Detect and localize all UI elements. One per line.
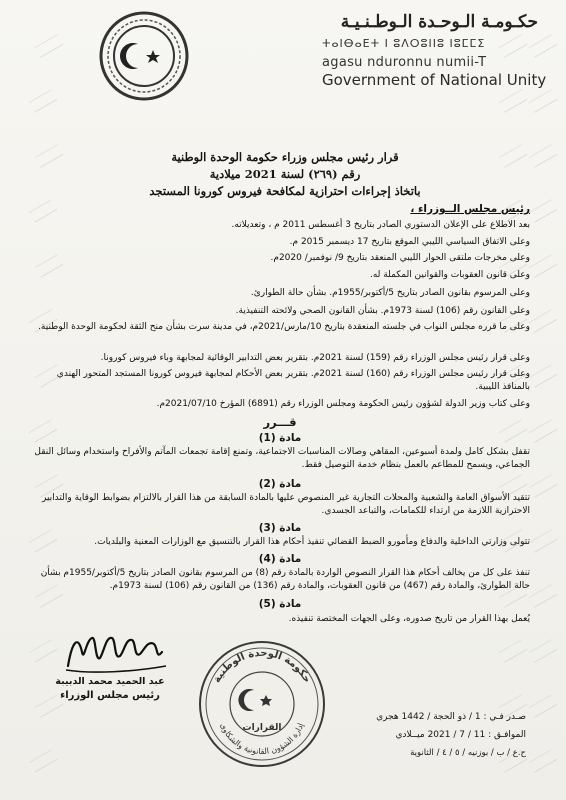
preamble-item: وعلى قرار رئيس مجلس الوزراء رقم (159) لسنة 2021م. بتقرير بعض التدابير الوقائية لمجابهة وباء فيروس كورونا. [100,353,530,363]
watermark-mark [529,419,558,442]
header-tifinagh-name: ⵜⴰⵏⴱⴰⴹⵜ ⵏ ⵓⴷⵔⵓⵏⵏⵓ ⵏⵓⵎⵎⵉ [322,37,486,50]
preamble-item: وعلى مخرجات ملتقى الحوار الليبي المنعقد بتاريخ 9/ نوفمبر/ 2020م. [270,253,530,263]
watermark-mark [529,584,558,607]
decision-subject-line: باتخاذ إجراءات احترازية لمكافحة فيروس كورونا المستجد [149,184,421,198]
preamble-item: وعلى الاتفاق السياسي الليبي الموقع بتاريخ 17 ديسمبر 2015 م. [289,237,530,247]
signatory-name: عبد الحميد محمد الدبيبة [55,676,165,687]
watermark-mark [529,474,558,497]
watermark-mark [529,364,558,387]
decision-title-line1: قرار رئيس مجلس وزراء حكومة الوحدة الوطنية [171,150,399,164]
issue-date-gregorian: الموافـق : 11 / 7 / 2021 ميــلادي [395,730,526,740]
article-text: يُعمل بهذا القرار من تاريخ صدوره، وعلى الجهات المختصة تنفيذه. [288,614,530,624]
watermark-mark [29,419,58,442]
watermark-mark [529,529,558,552]
preamble-item: وعلى ما قرره مجلس النواب في جلسته المنعقدة بتاريخ 10/مارس/2021م، في مدينة سرت بشأن منح الثقة لحكومة الوحدة الوطنية. [38,322,530,332]
stamp-bottom-text: إدارة الشؤون القانونية والشكاوى [218,721,306,757]
article-heading: مادة (3) [258,522,302,534]
watermark-mark [29,639,58,662]
watermark-mark [499,639,528,662]
article-text: تتقيد الأسواق العامة والشعبية والمحلات التجارية غير المنصوص عليها بالمادة السابقة من هذا القرار بالالتزام بضوابط الوقاية والتدابير الاحترازية اللازمة من ارتداء للكمامات، والتباعد الجسدي. [42,493,530,516]
signatory-title: رئيس مجلس الوزراء [60,690,160,701]
watermark-mark [529,144,558,167]
article-heading: مادة (2) [258,478,302,490]
watermark-mark [529,199,558,222]
watermark-mark [29,749,58,772]
watermark-mark [35,144,64,167]
watermark-mark [529,749,558,772]
preamble-item: وعلى القانون رقم (106) لسنة 1973م. بشأن القانون الصحي ولائحته التنفيذية. [235,306,530,316]
preamble-heading: رئيس مجلس الــوزراء ، [410,203,530,215]
stamp-middle-text: القرارات [242,723,282,733]
watermark-mark [529,639,558,662]
decision-word: قـــرر [263,415,297,429]
watermark-mark [529,694,558,717]
preamble-item: وعلى المرسوم بقانون الصادر بتاريخ 5/أكتوبر/1955م. بشأن حالة الطوارئ. [250,288,530,298]
header-berber-name: agasu nduronnu numii-T [322,55,487,70]
reference-line: ح.ع / ب / بوزنيه / ٥ / ٤ / الثانوية [410,748,526,758]
article-text: تتولى وزارتي الداخلية والدفاع ومأمورو الضبط القضائي تنفيذ أحكام هذا القرار بالتنسيق مع الوزارات المعنية والبلديات. [94,537,530,547]
watermark-mark [499,419,528,442]
preamble-item: وعلى قرار رئيس مجلس الوزراء رقم (160) لسنة 2021م. بتقرير بعض الأحكام لمجابهة فيروس كورونا المستجد المتحور الهندي بالمنافذ الليبية. [56,369,530,392]
header-english-name: Government of National Unity [322,71,547,89]
handwritten-signature [62,622,170,680]
watermark-mark [529,254,558,277]
preamble-item: وعلى قانون العقوبات والقوانين المكملة له. [369,270,530,280]
watermark-mark [29,89,58,112]
stamp-top-text: حكومة الوحدة الوطنية [211,647,313,685]
article-heading: مادة (1) [258,432,302,444]
header-arabic-name: حكـومـة الـوحـدة الـوطـنـيـة [340,12,538,32]
article-text: تقفل بشكل كامل ولمدة أسبوعين، المقاهي وصالات المناسبات الاجتماعية، وتمنع إقامة تجمعات المآتم والأفراح واستخدام وسائل النقل الجماعي، ويسمح للمطاعم بالعمل بنظام خدمة التوصيل فقط. [34,447,530,470]
government-emblem-logo [98,10,190,102]
article-text: تنفذ على كل من يخالف أحكام هذا القرار النصوص الواردة بالمادة رقم (8) من المرسوم بقانون الصادر بتاريخ 5/أكتوبر/1955م بشأن حالة الطوارئ، والمادة رقم (467) من قانون العقوبات، والمادة رقم (136) من القانون رقم (106) لسنة 1973م. [40,568,530,591]
watermark-mark [499,144,528,167]
decision-number-line: رقم (٢٦٩) لسنة 2021 ميلادية [209,167,361,181]
issue-date-hijri: صـدر فـي : 1 / ذو الحجة / 1442 هجري [376,712,526,722]
preamble-item: بعد الاطلاع على الإعلان الدستوري الصادر بتاريخ 3 أغسطس 2011 م ، وتعديلاته. [231,220,530,230]
article-heading: مادة (5) [258,598,302,610]
watermark-mark [529,309,558,332]
preamble-item: وعلى كتاب وزير الدولة لشؤون رئيس الحكومة ومجلس الوزراء رقم (6891) المؤرخ 2021/07/10م. [156,399,530,409]
watermark-mark [35,34,64,57]
watermark-mark [529,89,558,112]
official-stamp [196,638,328,770]
article-heading: مادة (4) [258,553,302,565]
watermark-mark [499,89,528,112]
